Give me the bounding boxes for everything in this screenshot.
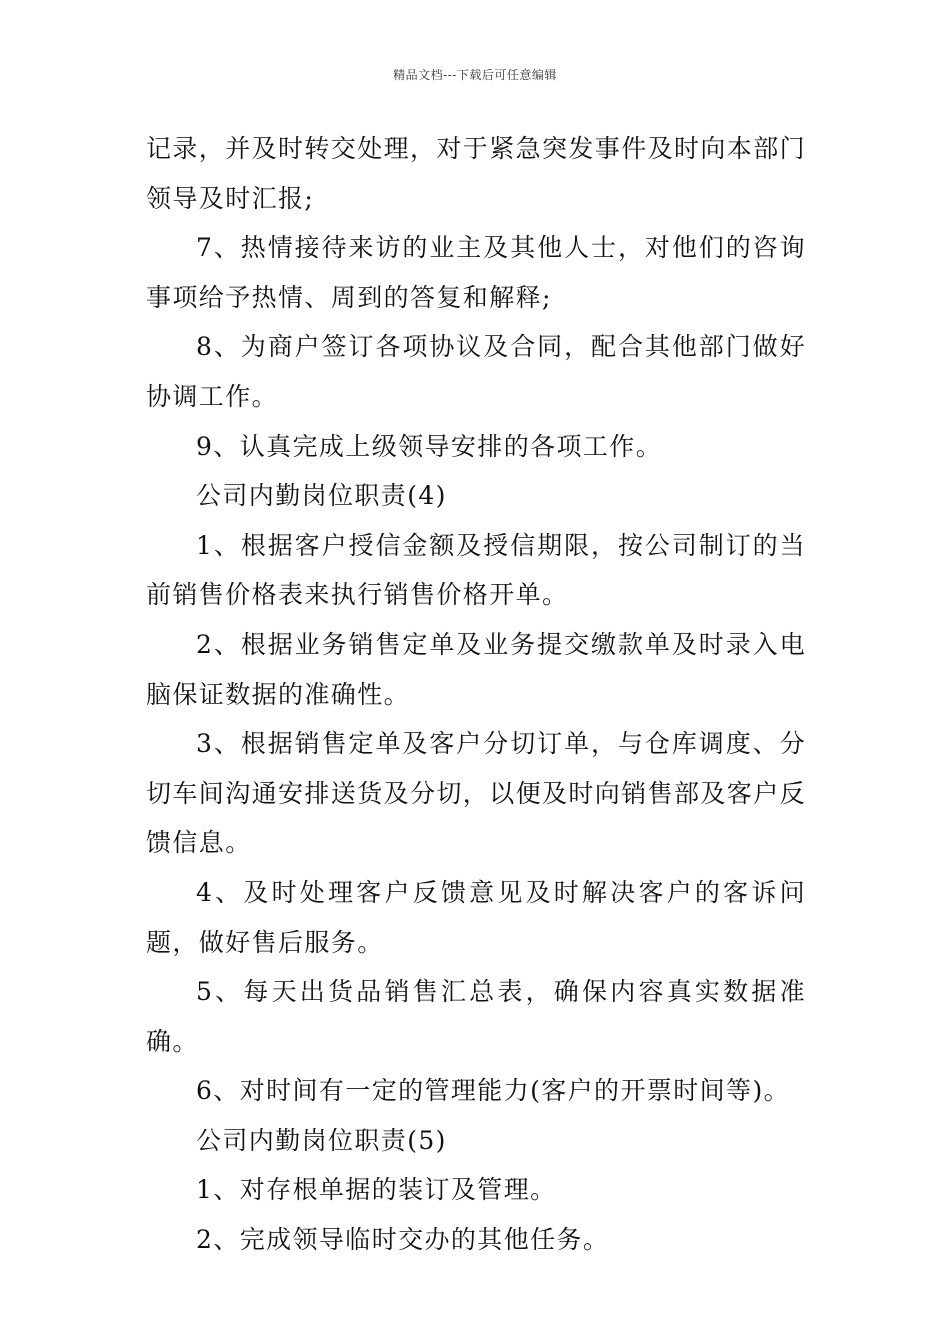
paragraph-item-1: 1、根据客户授信金额及授信期限，按公司制订的当前销售价格表来执行销售价格开单。 xyxy=(146,530,806,610)
document-body xyxy=(146,124,806,1265)
paragraph-continuation: 记录，并及时转交处理，对于紧急突发事件及时向本部门领导及时汇报; xyxy=(146,134,807,213)
paragraph-item-2-section-5: 2、完成领导临时交办的其他任务。 xyxy=(196,1225,610,1255)
paragraph-item-3: 3、根据销售定单及客户分切订单，与仓库调度、分切车间沟通安排送货及分切，以便及时向销售部及客户反馈信息。 xyxy=(146,729,807,858)
paragraph-item-1-section-5: 1、对存根单据的装订及管理。 xyxy=(196,1175,557,1205)
paragraph-item-8: 8、为商户签订各项协议及合同，配合其他部门做好协调工作。 xyxy=(146,332,806,411)
paragraph-item-4: 4、及时处理客户反馈意见及时解决客户的客诉问题，做好售后服务。 xyxy=(146,877,806,957)
paragraph-item-2: 2、根据业务销售定单及业务提交缴款单及时录入电脑保证数据的准确性。 xyxy=(146,629,806,709)
paragraph-item-9: 9、认真完成上级领导安排的各项工作。 xyxy=(196,431,663,461)
page-header: 精品文档---下载后可任意编辑 xyxy=(393,68,557,82)
paragraph-item-5: 5、每天出货品销售汇总表，确保内容真实数据准确。 xyxy=(146,977,806,1056)
section-heading-5: 公司内勤岗位职责(5) xyxy=(196,1125,447,1155)
section-heading-4: 公司内勤岗位职责(4) xyxy=(196,481,447,511)
paragraph-item-7: 7、热情接待来访的业主及其他人士，对他们的咨询事项给予热情、周到的答复和解释; xyxy=(146,233,806,312)
paragraph-item-6: 6、对时间有一定的管理能力(客户的开票时间等)。 xyxy=(196,1076,791,1106)
